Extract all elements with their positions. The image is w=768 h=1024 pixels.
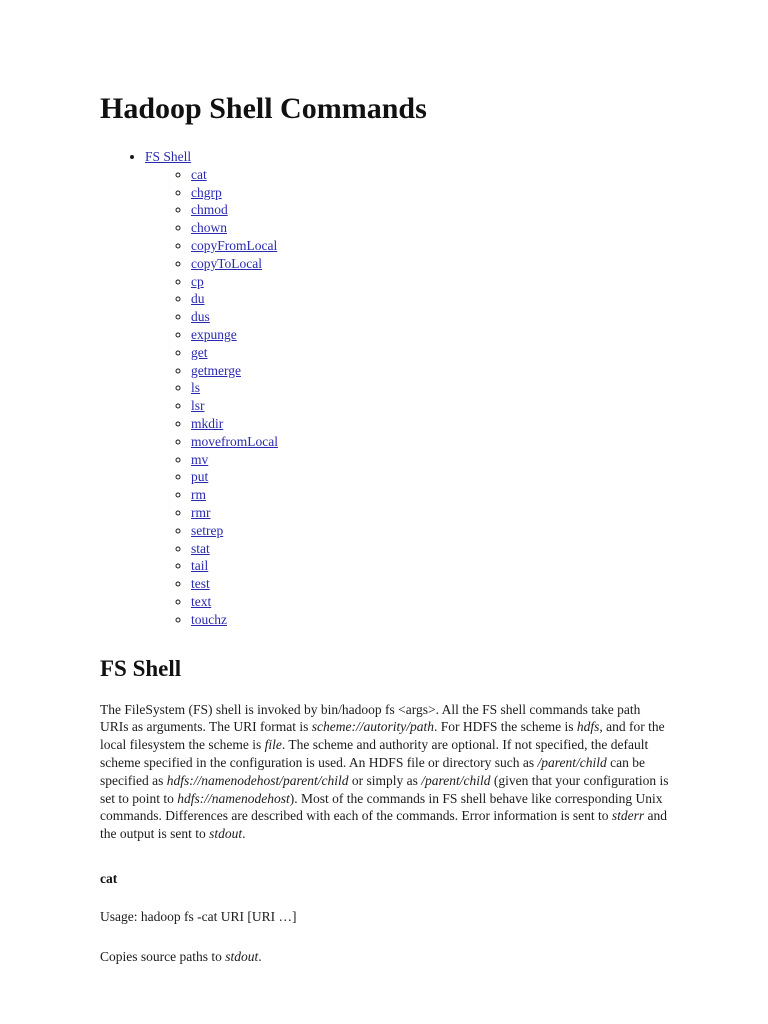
command-list-item (191, 237, 672, 255)
toc-list (100, 148, 672, 629)
command-link-tail[interactable]: tail (191, 558, 209, 574)
command-link-ls[interactable]: ls (191, 380, 201, 396)
command-list-item (191, 522, 672, 540)
command-link-getmerge[interactable]: getmerge (191, 362, 241, 378)
command-list-item (191, 201, 672, 219)
command-list-item (191, 557, 672, 575)
command-list-item (191, 486, 672, 504)
document-content (100, 0, 672, 965)
command-link-lsr[interactable]: lsr (191, 398, 205, 414)
command-list-item (191, 344, 672, 362)
toc-root-item (145, 148, 672, 629)
command-link-copyToLocal[interactable]: copyToLocal (191, 255, 263, 271)
command-list-item (191, 290, 672, 308)
command-list-item (191, 451, 672, 469)
page-title: Hadoop Shell Commands (100, 92, 427, 125)
command-list-item (191, 273, 672, 291)
command-link-rm[interactable]: rm (191, 487, 206, 503)
command-link-text[interactable]: text (191, 593, 212, 609)
command-link-cp[interactable]: cp (191, 273, 204, 289)
command-list-item (191, 166, 672, 184)
command-list-item (191, 468, 672, 486)
command-link-movefromLocal[interactable]: movefromLocal (191, 433, 278, 449)
description-line: Copies source paths to stdout. (100, 948, 262, 964)
command-link-mv[interactable]: mv (191, 451, 209, 467)
command-list-item (191, 504, 672, 522)
command-list-item (191, 415, 672, 433)
command-list-item (191, 593, 672, 611)
command-list (145, 166, 672, 629)
command-list-item (191, 611, 672, 629)
command-list-item (191, 397, 672, 415)
command-list-item (191, 540, 672, 558)
command-link-get[interactable]: get (191, 344, 208, 360)
command-link-stat[interactable]: stat (191, 540, 210, 556)
command-link-copyFromLocal[interactable]: copyFromLocal (191, 237, 278, 253)
command-list-item (191, 308, 672, 326)
command-link-rmr[interactable]: rmr (191, 504, 211, 520)
command-link-setrep[interactable]: setrep (191, 522, 224, 538)
section-heading-fs-shell: FS Shell (100, 655, 182, 681)
usage-line: Usage: hadoop fs -cat URI [URI …] (100, 908, 297, 924)
command-list-item (191, 379, 672, 397)
subsection-heading-cat: cat (100, 870, 118, 886)
command-link-dus[interactable]: dus (191, 309, 210, 325)
command-link-put[interactable]: put (191, 469, 209, 485)
command-list-item (191, 184, 672, 202)
toc-root-link[interactable]: FS Shell (145, 149, 192, 164)
command-link-test[interactable]: test (191, 576, 210, 592)
command-list-item (191, 362, 672, 380)
command-link-expunge[interactable]: expunge (191, 326, 237, 342)
command-link-cat[interactable]: cat (191, 166, 207, 182)
command-list-item (191, 575, 672, 593)
command-list-item (191, 433, 672, 451)
command-link-du[interactable]: du (191, 291, 205, 307)
command-list-item (191, 255, 672, 273)
command-list-item (191, 219, 672, 237)
command-list-item (191, 326, 672, 344)
section-paragraph: The FileSystem (FS) shell is invoked by bin/hadoop fs <args>. All the FS shell commands take path URIs as arguments. The URI format is scheme://autority/path. For HDFS the scheme is hdfs, and for the local filesystem the scheme is file. The scheme and authority are optional. If not specified, the default scheme specified in the configuration is used. An HDFS file or directory such as /parent/child can be specified as hdfs://namenodehost/parent/child or simply as /parent/child (given that your configuration is set to point to hdfs://namenodehost). Most of the commands in FS shell behave like corresponding Unix commands. Differences are described with each of the commands. Error information is sent to stderr and the output is sent to stdout. (100, 701, 669, 842)
command-link-chmod[interactable]: chmod (191, 202, 228, 218)
command-link-chgrp[interactable]: chgrp (191, 184, 222, 200)
command-link-touchz[interactable]: touchz (191, 611, 227, 627)
command-link-chown[interactable]: chown (191, 220, 227, 236)
command-link-mkdir[interactable]: mkdir (191, 415, 224, 431)
